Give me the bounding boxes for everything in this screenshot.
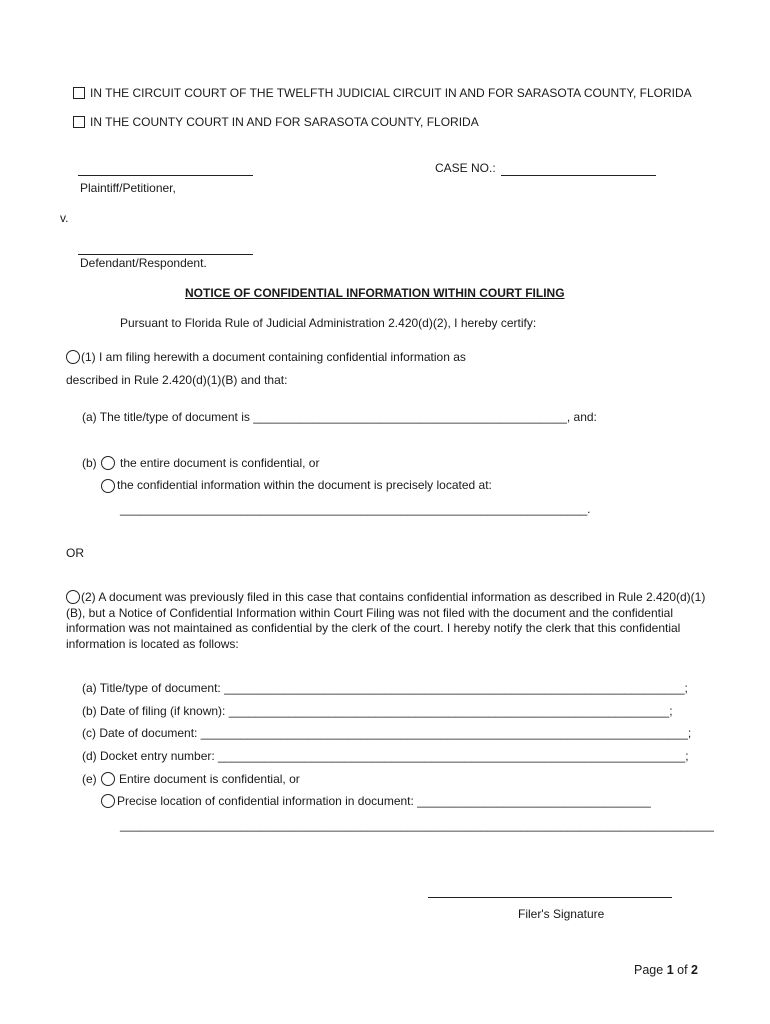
option-2-b-filing-date-field[interactable]: (b) Date of filing (if known): __________________________________________________________________;: [82, 704, 673, 718]
option-2-e-entire-radio[interactable]: [101, 772, 115, 786]
option-2-e-location-blank[interactable]: _________________________________________________________________________________________: [120, 818, 714, 832]
option-2-e-precise-radio[interactable]: [101, 794, 115, 808]
option-2-e-label: (e): [82, 772, 97, 786]
case-number-label: CASE NO.:: [435, 161, 496, 175]
or-divider-text: OR: [66, 546, 84, 560]
county-court-checkbox[interactable]: [73, 116, 85, 128]
signature-line[interactable]: [428, 897, 672, 898]
plaintiff-name-line[interactable]: [78, 175, 253, 176]
option-2-d-docket-field[interactable]: (d) Docket entry number: ______________________________________________________________________;: [82, 749, 689, 763]
defendant-name-line[interactable]: [78, 254, 253, 255]
option-2-a-title-field[interactable]: (a) Title/type of document: _____________________________________________________________________;: [82, 681, 688, 695]
county-court-label: IN THE COUNTY COURT IN AND FOR SARASOTA COUNTY, FLORIDA: [90, 115, 479, 129]
option-2-e-precise-field[interactable]: Precise location of confidential information in document: ___________________________________: [117, 794, 651, 808]
option-2-e-entire-text: Entire document is confidential, or: [119, 772, 300, 786]
case-number-line[interactable]: [501, 175, 656, 176]
option-2-paragraph: (2) A document was previously filed in this case that contains confidential information as described in Rule 2.420(d)(1)(B), but a Notice of Confidential Information within Court Filing was not filed with the document and the confidential information was not maintained as confidential by the clerk of the court. I hereby notify the clerk that this confidential information is located as follows:: [66, 590, 706, 651]
option-1-line2: described in Rule 2.420(d)(1)(B) and that:: [66, 373, 288, 387]
page-current: 1: [666, 963, 674, 977]
notice-intro: Pursuant to Florida Rule of Judicial Administration 2.420(d)(2), I hereby certify:: [120, 316, 537, 330]
option-1-b-entire-text: the entire document is confidential, or: [120, 456, 320, 470]
versus-text: v.: [60, 211, 69, 225]
signature-label: Filer's Signature: [518, 907, 605, 921]
option-1-b-entire-radio[interactable]: [101, 456, 115, 470]
defendant-label: Defendant/Respondent.: [80, 256, 207, 270]
of-word: of: [677, 963, 688, 977]
option-1-b-location-field[interactable]: ______________________________________________________________________.: [120, 502, 591, 516]
page-number: [634, 963, 698, 977]
plaintiff-label: Plaintiff/Petitioner,: [80, 181, 176, 195]
option-1-b-located-text: the confidential information within the document is precisely located at:: [117, 478, 492, 492]
option-1-line1: (1) I am filing herewith a document containing confidential information as: [81, 350, 466, 364]
option-1-b-located-radio[interactable]: [101, 479, 115, 493]
option-1-radio[interactable]: [66, 350, 80, 364]
page-total: 2: [691, 963, 698, 977]
option-1-b-label: (b): [82, 456, 97, 470]
option-1-a-title-field[interactable]: (a) The title/type of document is _______________________________________________, and:: [82, 410, 597, 424]
circuit-court-label: IN THE CIRCUIT COURT OF THE TWELFTH JUDICIAL CIRCUIT IN AND FOR SARASOTA COUNTY, FLORIDA: [90, 86, 692, 100]
option-2-c-document-date-field[interactable]: (c) Date of document: _________________________________________________________________________;: [82, 726, 692, 740]
circuit-court-checkbox[interactable]: [73, 87, 85, 99]
page-word: Page: [634, 963, 664, 977]
notice-title: NOTICE OF CONFIDENTIAL INFORMATION WITHIN COURT FILING: [185, 286, 565, 300]
